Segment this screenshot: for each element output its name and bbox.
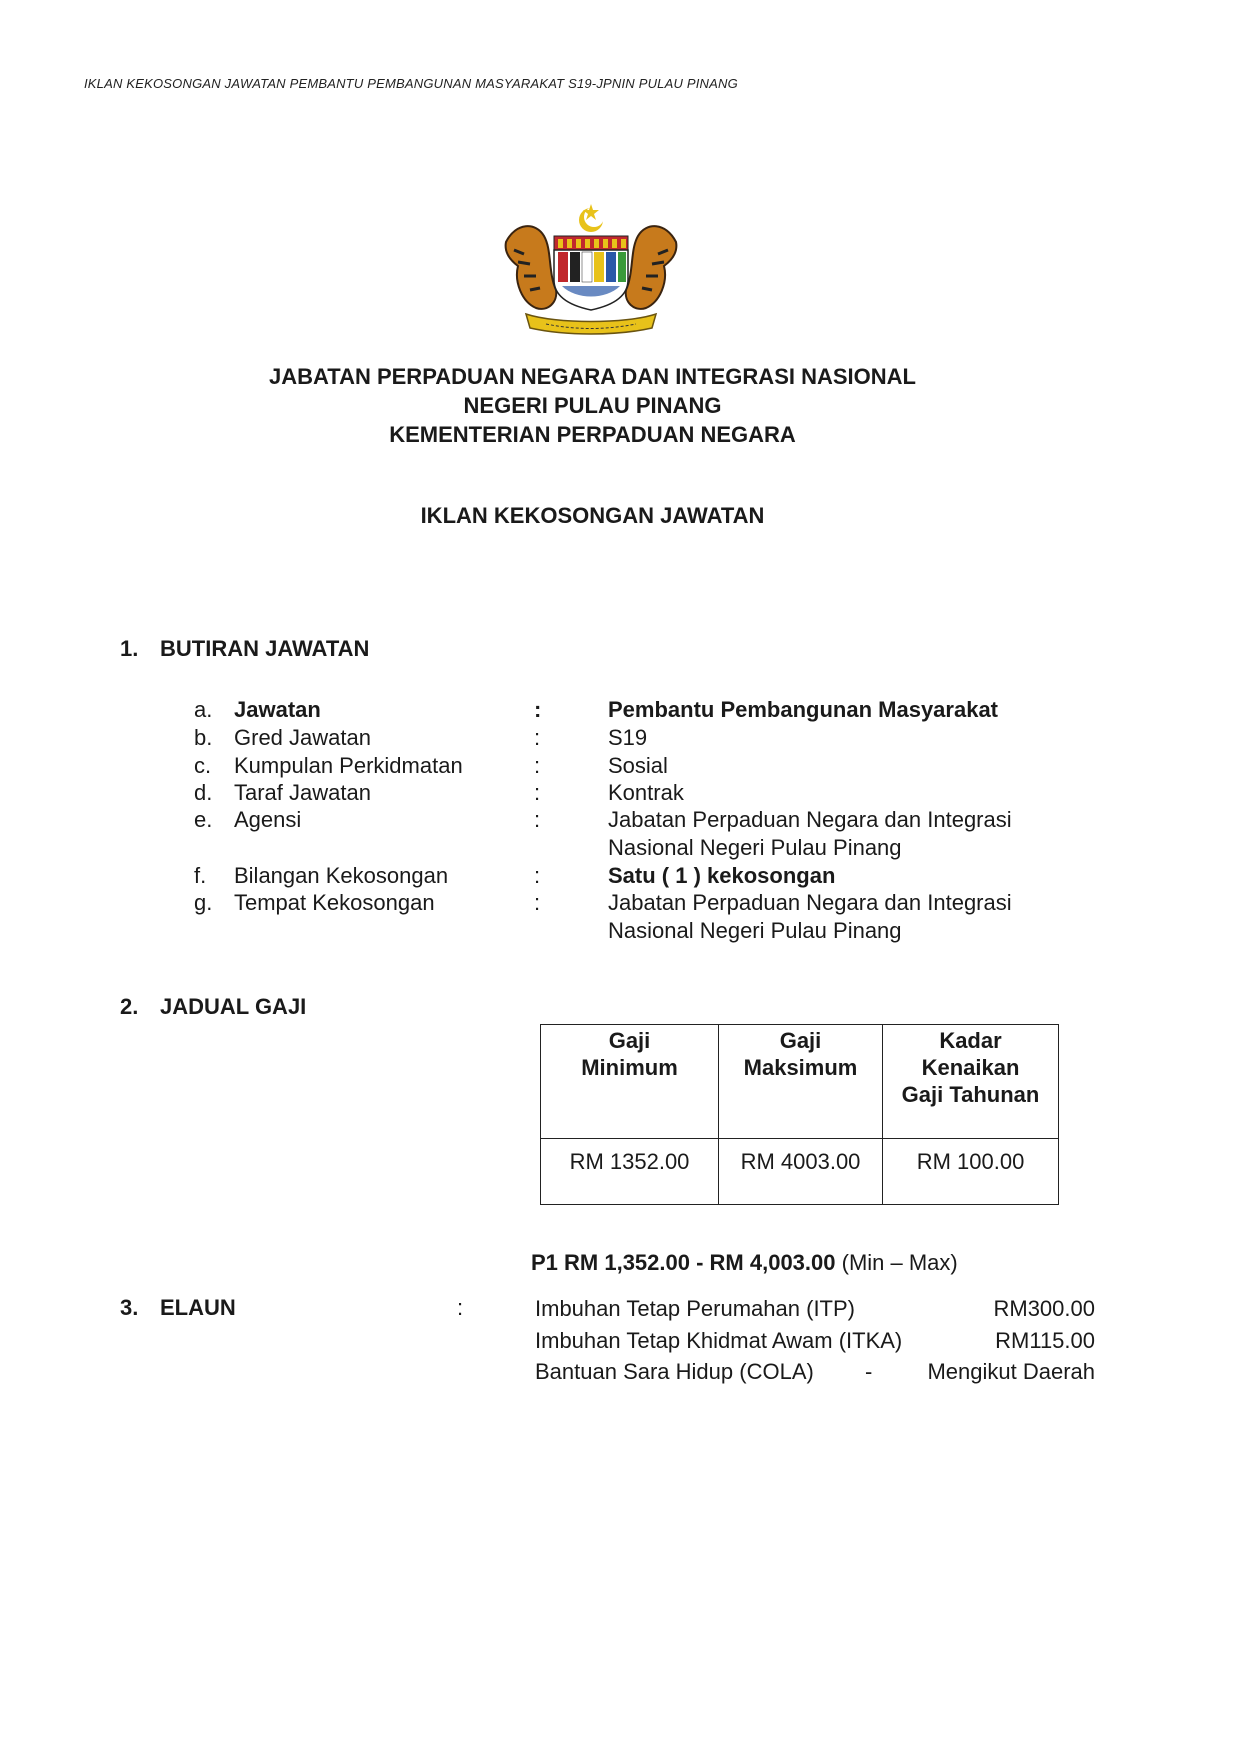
section-1-heading <box>120 636 369 662</box>
header-line: Gaji Tahunan <box>901 1082 1040 1107</box>
allowance-label: Imbuhan Tetap Khidmat Awam (ITKA) <box>535 1328 903 1353</box>
table-cell-increment: RM 100.00 <box>883 1139 1059 1205</box>
row-value: Jabatan Perpaduan Negara dan Integrasi <box>608 890 1012 915</box>
allowance-label: Bantuan Sara Hidup (COLA) <box>535 1359 814 1384</box>
section-title: JADUAL GAJI <box>160 994 307 1019</box>
table-header-min <box>541 1025 719 1139</box>
row-colon: : <box>534 890 541 915</box>
row-label: Agensi <box>234 807 302 832</box>
row-colon: : <box>534 780 541 805</box>
row-colon: : <box>534 807 541 832</box>
row-letter: g. <box>194 890 213 915</box>
table-cell-min: RM 1352.00 <box>541 1139 719 1205</box>
header-line: Gaji <box>608 1028 651 1053</box>
section-number: 2. <box>120 994 139 1019</box>
agency-title-block <box>0 362 1185 449</box>
table-header-increment <box>883 1025 1059 1139</box>
table-row <box>541 1139 1059 1205</box>
allowance-value: RM115.00 <box>995 1328 1095 1353</box>
row-colon: : <box>534 753 541 778</box>
table-header-max <box>719 1025 883 1139</box>
section-3-heading <box>120 1295 236 1321</box>
salary-range-suffix: (Min – Max) <box>841 1250 958 1275</box>
row-value: S19 <box>608 725 648 750</box>
row-value: Jabatan Perpaduan Negara dan Integrasi <box>608 807 1012 832</box>
section-2-heading <box>120 994 306 1020</box>
salary-table <box>540 1024 1059 1205</box>
allowance-value: Mengikut Daerah <box>927 1359 1095 1384</box>
section-title: BUTIRAN JAWATAN <box>160 636 370 661</box>
table-cell-max: RM 4003.00 <box>719 1139 883 1205</box>
section-3-colon: : <box>457 1295 464 1320</box>
ministry-name: KEMENTERIAN PERPADUAN NEGARA <box>389 422 796 447</box>
row-colon: : <box>534 697 542 722</box>
running-header: IKLAN KEKOSONGAN JAWATAN PEMBANTU PEMBANGUNAN MASYARAKAT S19-JPNIN PULAU PINANG <box>84 76 738 91</box>
row-value-continued: Nasional Negeri Pulau Pinang <box>608 835 902 860</box>
row-value-continued: Nasional Negeri Pulau Pinang <box>608 918 902 943</box>
coat-of-arms-icon <box>496 202 686 340</box>
row-letter: c. <box>194 753 212 778</box>
row-label: Bilangan Kekosongan <box>234 863 449 888</box>
header-line: Kadar <box>939 1028 1002 1053</box>
row-value: Kontrak <box>608 780 684 805</box>
row-label: Jawatan <box>234 697 321 722</box>
allowance-dash: - <box>865 1359 873 1384</box>
row-letter: e. <box>194 807 213 832</box>
header-line: Maksimum <box>743 1055 858 1080</box>
allowance-label: Imbuhan Tetap Perumahan (ITP) <box>535 1296 855 1321</box>
row-letter: b. <box>194 725 213 750</box>
row-value: Satu ( 1 ) kekosongan <box>608 863 836 888</box>
row-colon: : <box>534 863 541 888</box>
row-value: Sosial <box>608 753 668 778</box>
agency-name: JABATAN PERPADUAN NEGARA DAN INTEGRASI NASIONAL <box>269 364 916 389</box>
row-value: Pembantu Pembangunan Masyarakat <box>608 697 999 722</box>
row-label: Kumpulan Perkidmatan <box>234 753 463 778</box>
section-title: ELAUN <box>160 1295 236 1320</box>
agency-state: NEGERI PULAU PINANG <box>463 393 722 418</box>
row-label: Taraf Jawatan <box>234 780 371 805</box>
allowance-value: RM300.00 <box>993 1296 1095 1321</box>
row-letter: d. <box>194 780 213 805</box>
header-line: Gaji <box>779 1028 822 1053</box>
row-letter: f. <box>194 863 207 888</box>
row-colon: : <box>534 725 541 750</box>
section-number: 1. <box>120 636 139 661</box>
table-header-row <box>541 1025 1059 1139</box>
row-label: Tempat Kekosongan <box>234 890 435 915</box>
row-letter: a. <box>194 697 213 722</box>
row-label: Gred Jawatan <box>234 725 371 750</box>
salary-range <box>531 1250 958 1276</box>
advertisement-title: IKLAN KEKOSONGAN JAWATAN <box>420 503 765 528</box>
section-number: 3. <box>120 1295 139 1320</box>
salary-range-values: P1 RM 1,352.00 - RM 4,003.00 <box>531 1250 836 1275</box>
header-line: Minimum <box>581 1055 678 1080</box>
header-line: Kenaikan <box>921 1055 1020 1080</box>
